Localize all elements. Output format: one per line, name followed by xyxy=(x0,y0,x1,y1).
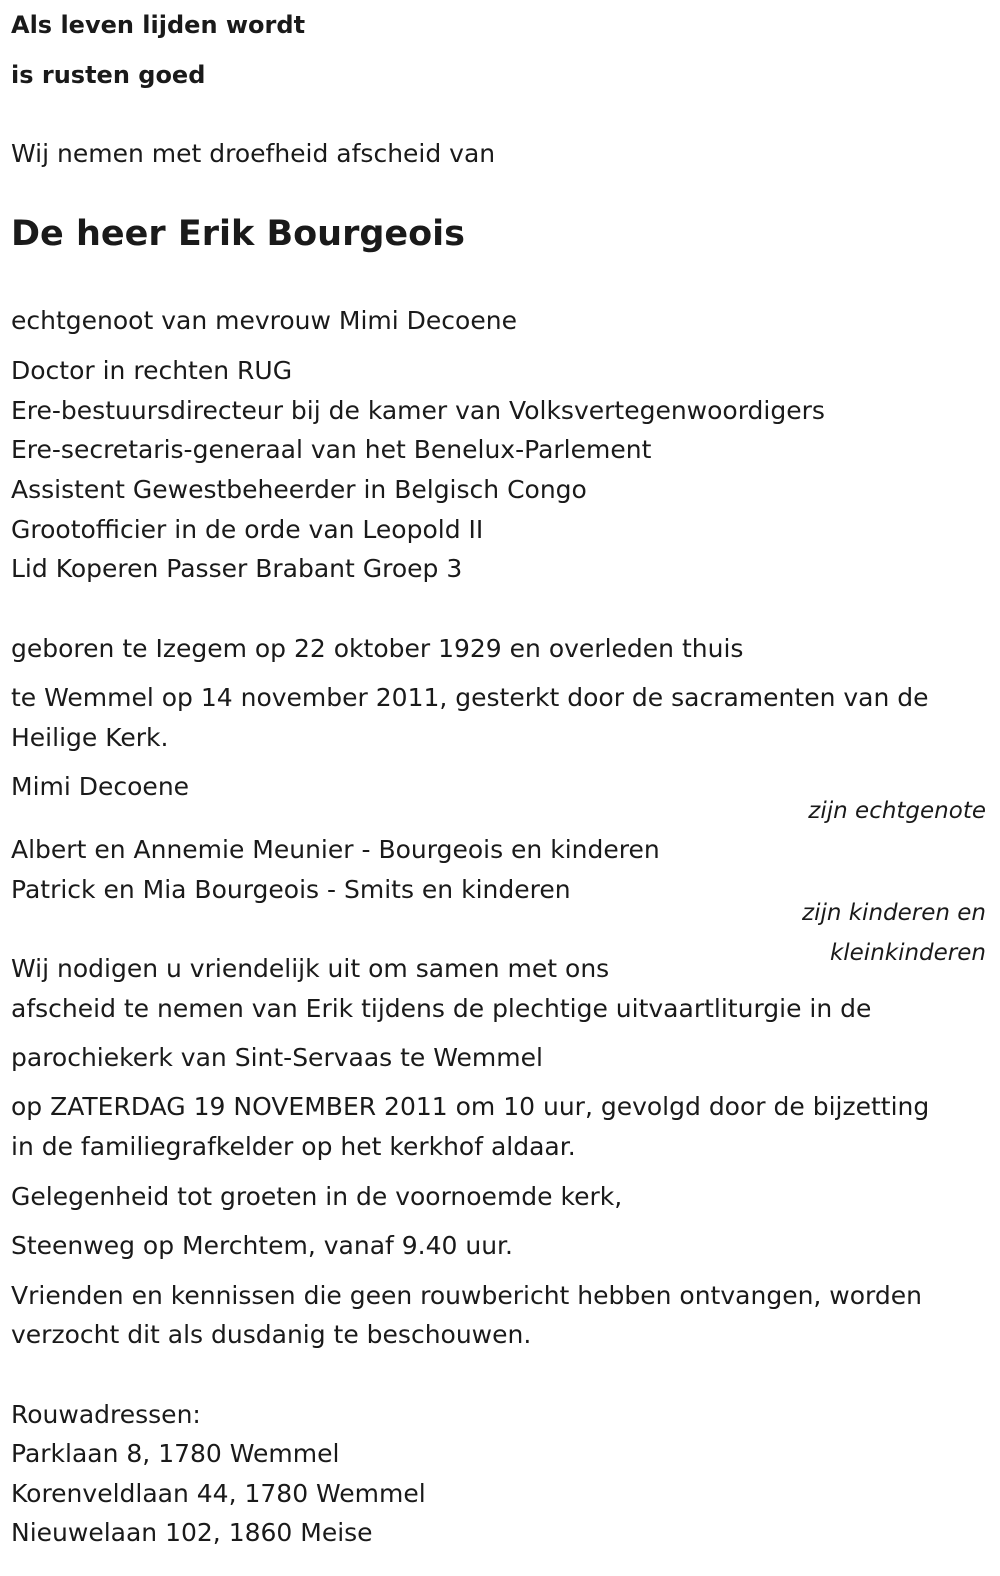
address-line: Korenveldlaan 44, 1780 Wemmel xyxy=(11,1479,426,1508)
children-role-line-1: zijn kinderen en xyxy=(802,900,986,926)
title-line: Ere-bestuursdirecteur bij de kamer van Volksvertegenwoordigers xyxy=(11,396,825,425)
spouse-role: zijn echtgenote xyxy=(808,798,986,824)
title-line: Grootofficier in de orde van Leopold II xyxy=(11,515,484,544)
address-line: Parklaan 8, 1780 Wemmel xyxy=(11,1439,340,1468)
birth-death-line-2: te Wemmel op 14 november 2011, gesterkt door de sacramenten van de xyxy=(11,683,929,712)
title-line: Ere-secretaris-generaal van het Benelux-Parlement xyxy=(11,435,652,464)
intro-text: Wij nemen met droefheid afscheid van xyxy=(11,139,496,168)
motto-line-1: Als leven lijden wordt xyxy=(11,11,306,39)
title-line: Assistent Gewestbeheerder in Belgisch Congo xyxy=(11,475,587,504)
spouse-line: echtgenoot van mevrouw Mimi Decoene xyxy=(11,306,517,335)
invitation-line-7: Steenweg op Merchtem, vanaf 9.40 uur. xyxy=(11,1231,513,1260)
birth-death-line-1: geboren te Izegem op 22 oktober 1929 en overleden thuis xyxy=(11,634,744,663)
address-line: Nieuwelaan 102, 1860 Meise xyxy=(11,1518,373,1547)
deceased-name: De heer Erik Bourgeois xyxy=(11,214,466,254)
child-family-line: Patrick en Mia Bourgeois - Smits en kinderen xyxy=(11,875,571,904)
invitation-line-3: parochiekerk van Sint-Servaas te Wemmel xyxy=(11,1043,543,1072)
invitation-line-1: Wij nodigen u vriendelijk uit om samen met ons xyxy=(11,954,610,983)
birth-death-line-3: Heilige Kerk. xyxy=(11,723,169,752)
invitation-line-5: in de familiegrafkelder op het kerkhof aldaar. xyxy=(11,1132,576,1161)
invitation-line-8: Vrienden en kennissen die geen rouwbericht hebben ontvangen, worden xyxy=(11,1281,922,1310)
title-line: Lid Koperen Passer Brabant Groep 3 xyxy=(11,554,463,583)
invitation-line-6: Gelegenheid tot groeten in de voornoemde kerk, xyxy=(11,1182,623,1211)
motto-line-2: is rusten goed xyxy=(11,61,206,89)
addresses-heading: Rouwadressen: xyxy=(11,1400,201,1429)
spouse-name: Mimi Decoene xyxy=(11,772,190,801)
invitation-line-2: afscheid te nemen van Erik tijdens de plechtige uitvaartliturgie in de xyxy=(11,994,872,1023)
invitation-line-9: verzocht dit als dusdanig te beschouwen. xyxy=(11,1320,532,1349)
invitation-line-4: op ZATERDAG 19 NOVEMBER 2011 om 10 uur, gevolgd door de bijzetting xyxy=(11,1092,930,1121)
title-line: Doctor in rechten RUG xyxy=(11,356,293,385)
children-role-line-2: kleinkinderen xyxy=(829,940,986,966)
child-family-line: Albert en Annemie Meunier - Bourgeois en kinderen xyxy=(11,835,660,864)
